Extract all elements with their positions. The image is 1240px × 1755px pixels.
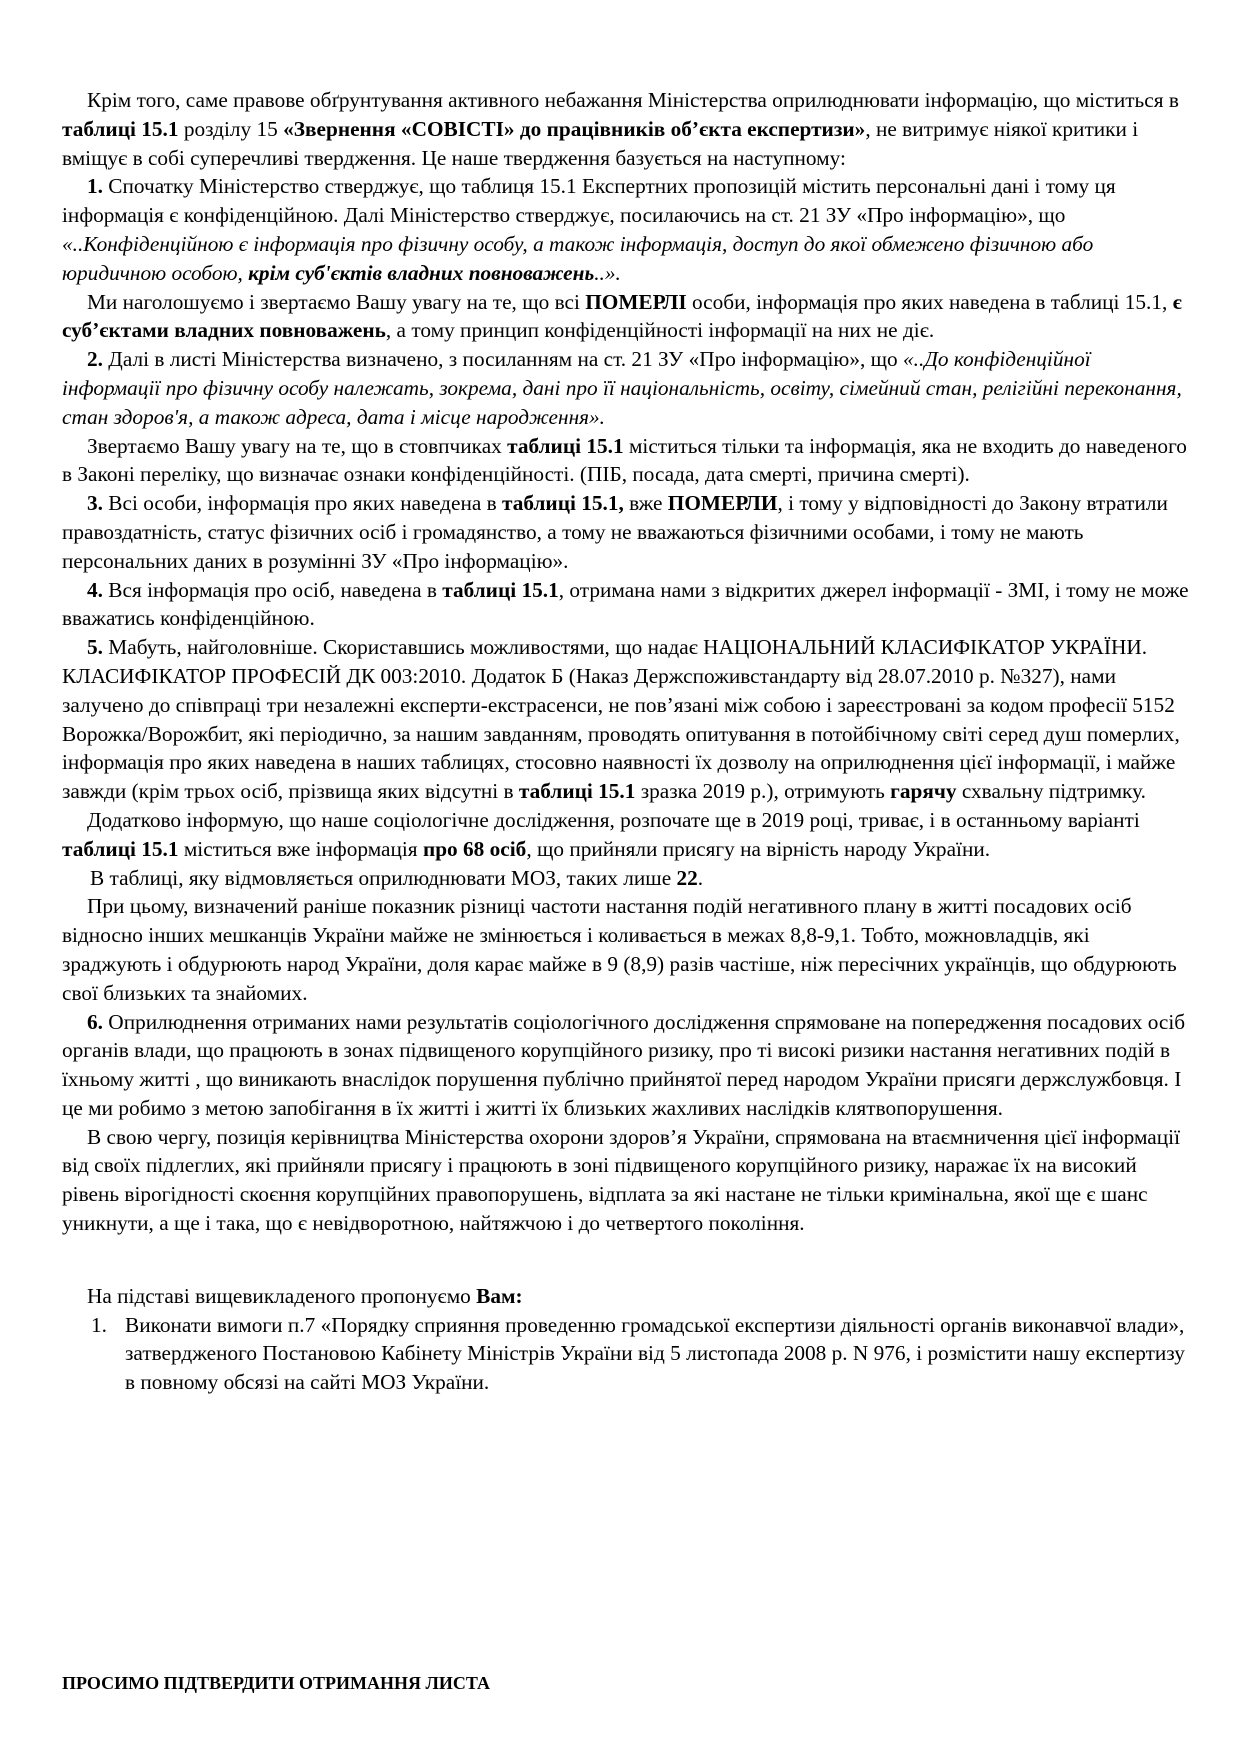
paragraph-additional-info <box>62 806 1192 864</box>
text: Ми наголошуємо і звертаємо Вашу увагу на те, що всі <box>87 289 586 314</box>
bold-text: таблиці 15.1 <box>62 116 179 141</box>
bold-text: 22 <box>676 865 698 890</box>
paragraph-point-6 <box>62 1008 1192 1123</box>
text: , і тому у відповідності до Закону втратили правоздатність, статус фізичних осіб і громадянство, а тому не вважаються фізичними особами, і тому не мають персональних даних в розумінні ЗУ «Про інформацію». <box>62 491 1168 573</box>
text: зразка 2019 р.), отримують <box>635 779 891 804</box>
paragraph-point-5 <box>62 633 1192 806</box>
text: Спочатку Міністерство стверджує, що таблиця 15.1 Експертних пропозицій містить персональні дані і тому ця інформація є конфіденційною. Далі Міністерство стверджує, посилаючись на ст. 21 ЗУ «Про інформацію», що <box>62 174 1116 228</box>
text: , отримана нами з відкритих джерел інформації - ЗМІ, і тому не може вважатись конфіденційною. <box>62 577 1189 631</box>
point-number: 3. <box>87 491 103 516</box>
text: особи, інформація про яких наведена в таблиці 15.1, <box>686 289 1173 314</box>
bold-italic-quote: крім суб'єктів владних повноважень <box>248 260 595 285</box>
text: Далі в листі Міністерства визначено, з посиланням на ст. 21 ЗУ «Про інформацію», що <box>102 347 904 372</box>
bold-text: ПОМЕРЛИ <box>667 491 778 516</box>
paragraph-intro <box>62 86 1192 172</box>
point-number: 1. <box>87 174 103 199</box>
text: , не витримує ніякої критики і вміщує в собі суперечливі твердження. Це наше твердження базується на наступному: <box>62 116 1139 170</box>
text: , що прийняли присягу на вірність народу України. <box>526 836 991 861</box>
point-number: 6. <box>87 1009 103 1034</box>
paragraph-moz-count <box>62 864 1192 893</box>
text: розділу 15 <box>178 116 284 141</box>
text: При цьому, визначений раніше показник різниці частоти настання подій негативного плану в житті посадових осіб відносно інших мешканців України майже не змінюється і коливається в межах 8,8-9,1. Тобто, можновладців, які зраджують і обдурюють народ України, доля карає майже в 9 (8,9) разів частіше, ніж пересічних українців, що обдурюють свої близьких та знайомих. <box>62 894 1177 1005</box>
bold-text: таблиці 15.1 <box>507 433 624 458</box>
text: міститься вже інформація <box>178 836 423 861</box>
text: В таблиці, яку відмовляється оприлюднювати МОЗ, таких лише <box>90 865 677 890</box>
text: Оприлюднення отриманих нами результатів соціологічного дослідження спрямоване на попередження посадових осіб органів влади, що працюють в зонах підвищеного корупційного ризику, про ті високі ризики настання негативних подій в їхньому житті , що виникають внаслідок порушення публічно прийнятої перед народом України присяги держслужбовця. І це ми робимо з метою запобігання в їх житті і житті їх близьких жахливих наслідків клятвопорушення. <box>62 1009 1186 1120</box>
paragraph-point-4 <box>62 576 1192 634</box>
text: міститься тільки та інформація, яка не входить до наведеного в Законі переліку, що визначає ознаки конфіденційності. (ПІБ, посада, дата смерті, причина смерті). <box>62 433 1187 487</box>
text: Всі особи, інформація про яких наведена в <box>102 491 502 516</box>
bold-text: Вам: <box>476 1283 523 1308</box>
text: Звертаємо Вашу увагу на те, що в стовпчиках <box>87 433 508 458</box>
italic-quote: «..До конфіденційної інформації про фізичну особу належать, зокрема, дані про її національність, освіту, сімейний стан, релігійні переконання, стан здоров'я, а також адреса, дата і місце народження». <box>62 347 1182 429</box>
paragraph-point-3 <box>62 489 1192 575</box>
text: Крім того, саме правове обґрунтування активного небажання Міністерства оприлюднювати інформацію, що міститься в <box>87 88 1179 112</box>
text: схвальну підтримку. <box>956 779 1146 804</box>
bold-text: таблиці 15.1 <box>518 779 636 804</box>
italic-quote: «..Конфіденційною є інформація про фізичну особу, а також інформація, доступ до якої обмежено фізичною або юридичною особою, <box>62 231 1094 285</box>
text: . <box>697 865 704 890</box>
bold-text: гарячу <box>890 779 957 804</box>
paragraph-ministry-position <box>62 1123 1192 1238</box>
text: Додатково інформую, що наше соціологічне дослідження, розпочате ще в 2019 році, триває, і в останньому варіанті <box>87 807 1140 832</box>
paragraph-point-1-note <box>62 288 1192 346</box>
bold-text: таблиці 15.1 <box>442 577 559 602</box>
bold-text: «Звернення «СОВІСТІ» до працівників об’єкта експертизи» <box>283 116 866 141</box>
paragraph-point-2 <box>62 345 1192 431</box>
point-number: 2. <box>87 347 103 372</box>
list-number: 1. <box>91 1312 107 1337</box>
point-number: 5. <box>87 635 103 660</box>
list-item-text: Виконати вимоги п.7 «Порядку сприяння проведенню громадської експертизи діяльності органів виконавчої влади», затвердженого Постановою Кабінету Міністрів України від 5 листопада 2008 р. N 976, і розмістити нашу експертизу в повному обсязі на сайті МОЗ України. <box>125 1312 1185 1395</box>
text: , а тому принцип конфіденційності інформації на них не діє. <box>385 318 935 343</box>
paragraph-point-1 <box>62 172 1192 287</box>
paragraph-indicator <box>62 892 1192 1007</box>
italic-quote: ..». <box>594 260 621 285</box>
text: В свою чергу, позиція керівництва Міністерства охорони здоров’я України, спрямована на втаємничення цієї інформації від своїх підлеглих, які прийняли присягу і працюють в зоні підвищеного корупційного ризику, наражає їх на високий рівень вірогідності скоєння корупційних правопорушень, відплата за які настане не тільки кримінальна, якої ще є шанс уникнути, а ще і така, що є невідворотною, найтяжчою і до четвертого покоління. <box>62 1124 1180 1236</box>
bold-text: є суб’єктами владних повноважень <box>62 289 1182 343</box>
point-number: 4. <box>87 577 103 602</box>
document-page <box>62 86 1192 1397</box>
bold-text: таблиці 15.1, <box>502 491 624 516</box>
text: Вся інформація про осіб, наведена в <box>102 577 443 602</box>
text: вже <box>623 491 668 516</box>
text: На підставі вищевикладеного пропонуємо <box>87 1283 477 1308</box>
bold-text: ПОМЕРЛІ <box>585 289 687 314</box>
confirmation-request: ПРОСИМО ПІДТВЕРДИТИ ОТРИМАННЯ ЛИСТА <box>62 1673 490 1693</box>
spacer <box>62 1238 1192 1282</box>
paragraph-proposal-intro <box>62 1282 1192 1311</box>
proposal-list-item <box>62 1311 1192 1397</box>
bold-text: про 68 осіб <box>422 836 527 861</box>
text: Мабуть, найголовніше. Скориставшись можливостями, що надає НАЦІОНАЛЬНИЙ КЛАСИФІКАТОР УКРАЇНИ. КЛАСИФІКАТОР ПРОФЕСІЙ ДК 003:2010. Додаток Б (Наказ Держспоживстандарту від 28.07.2010 р. №327), нами залучено до співпраці три незалежні експерти-екстрасенси, не пов’язані між собою і зареєстровані за кодом професії 5152 Ворожка/Ворожбит, які періодично, за нашим завданням, проводять опитування в потойбічному світі серед душ померлих, інформація про яких наведена в наших таблицях, стосовно наявності їх дозволу на оприлюднення цієї інформації, і майже завжди (крім трьох осіб, прізвища яких відсутні в <box>62 635 1180 804</box>
paragraph-point-2-note <box>62 432 1192 490</box>
bold-text: таблиці 15.1 <box>62 836 179 861</box>
